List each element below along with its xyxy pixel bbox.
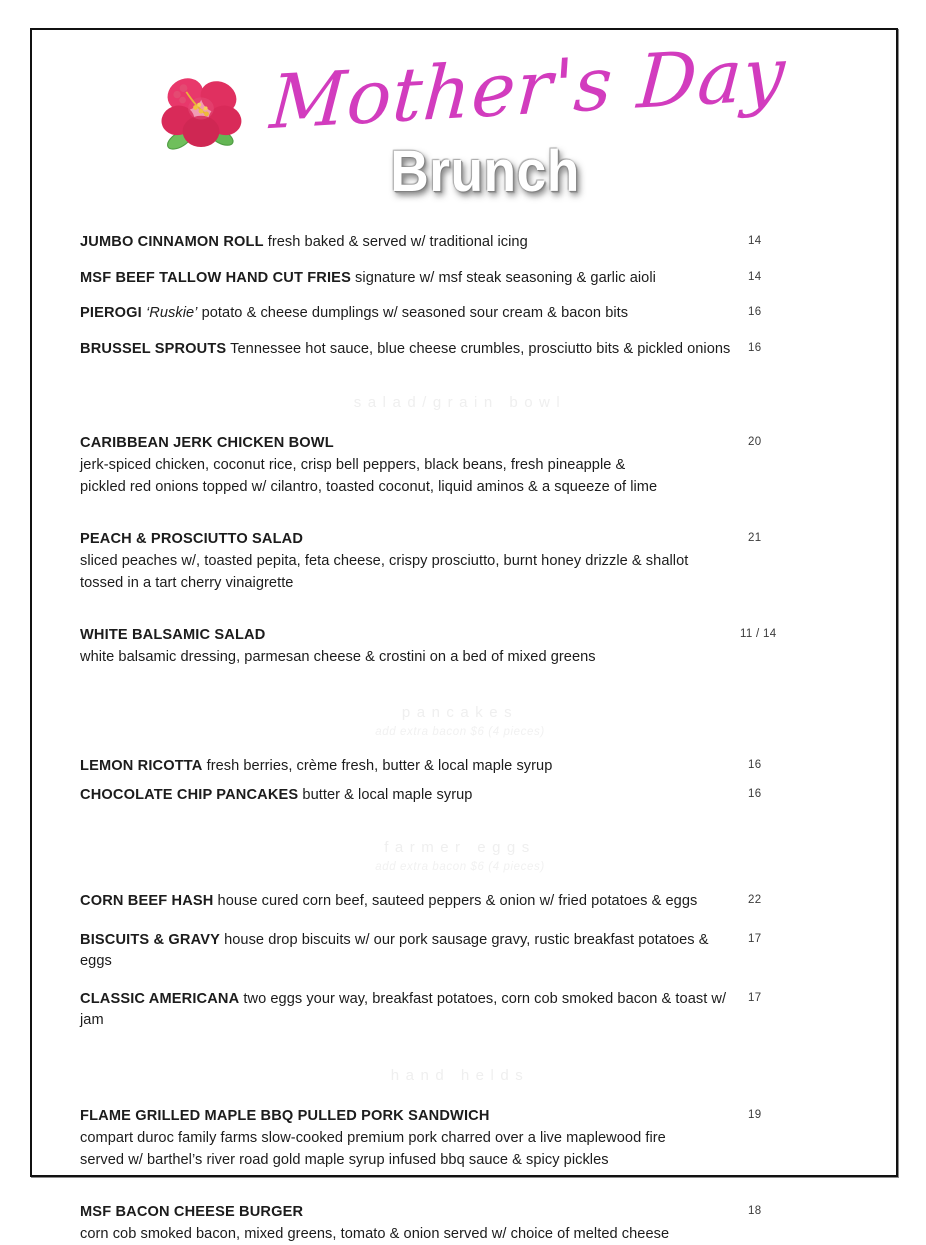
menu-section-hand-helds xyxy=(80,1106,840,1245)
menu-item-name: CARIBBEAN JERK CHICKEN BOWL xyxy=(80,434,334,451)
section-spacer xyxy=(80,1031,840,1067)
menu-item-title-line xyxy=(80,930,740,971)
section-spacer xyxy=(80,1084,840,1106)
menu-item-description: fresh baked & served w/ traditional icing xyxy=(263,234,528,250)
menu-item-price: 16 xyxy=(748,342,762,355)
menu-item-description: house cured corn beef, sauteed peppers & onion w/ fried potatoes & eggs xyxy=(213,893,698,910)
menu-item-title-line xyxy=(80,989,740,1030)
menu-item xyxy=(80,756,840,777)
script-title: Mother's Day xyxy=(267,30,789,147)
menu-item-title-line xyxy=(80,529,740,550)
section-spacer xyxy=(80,805,840,839)
menu-item-price: 16 xyxy=(748,306,762,319)
menu-item xyxy=(80,625,840,668)
menu-item-title-line xyxy=(80,891,740,912)
section-spacer xyxy=(80,738,840,756)
menu-item-description: two eggs your way, breakfast potatoes, corn cob smoked bacon & toast w/ jam xyxy=(80,991,727,1029)
menu-item-name: FLAME GRILLED MAPLE BBQ PULLED PORK SANDWICH xyxy=(80,1107,490,1124)
menu-item-title-line xyxy=(80,268,740,289)
menu-item-price: 22 xyxy=(748,894,762,907)
menu-item-description: signature w/ msf steak seasoning & garlic aioli xyxy=(350,269,656,286)
menu-item-price: 17 xyxy=(748,992,762,1005)
menu-item-name: JUMBO CINNAMON ROLL xyxy=(80,234,264,250)
menu-item-name: PEACH & PROSCIUTTO SALAD xyxy=(80,530,304,547)
section-subtitle-pancakes: add extra bacon $6 (4 pieces) xyxy=(375,725,545,738)
menu-section-pancakes xyxy=(80,756,840,805)
menu-item xyxy=(80,891,840,912)
section-spacer xyxy=(80,411,840,433)
section-spacer xyxy=(80,873,840,891)
menu-item xyxy=(80,1202,840,1245)
menu-item-price: 21 xyxy=(748,531,762,544)
menu-section-farmer-eggs xyxy=(80,891,840,1031)
menu-item-price: 17 xyxy=(748,933,762,946)
menu-item-title-line xyxy=(80,303,740,324)
menu-item-title-line xyxy=(80,1106,740,1127)
menu-item-name: BISCUITS & GRAVY xyxy=(80,932,220,949)
menu-item-name: BRUSSEL SPROUTS xyxy=(80,341,227,358)
brunch-title: Brunch xyxy=(390,139,580,204)
menu-item-price: 20 xyxy=(748,435,762,448)
menu-item-name: MSF BACON CHEESE BURGER xyxy=(80,1203,304,1220)
menu-item xyxy=(80,785,840,806)
menu-item-name: CORN BEEF HASH xyxy=(80,893,214,910)
menu-item-name: CHOCOLATE CHIP PANCAKES xyxy=(80,786,299,803)
menu-item-description: jerk-spiced chicken, coconut rice, crisp bell peppers, black beans, fresh pineapple & xyxy=(80,456,626,473)
menu-item xyxy=(80,303,840,324)
menu-item-title-line xyxy=(80,625,740,646)
menu-item-description: corn cob smoked bacon, mixed greens, tomato & onion served w/ choice of melted cheese xyxy=(80,1225,670,1242)
menu-item-description: butter & local maple syrup xyxy=(298,786,473,803)
menu-item-price: 19 xyxy=(748,1108,762,1121)
section-heading-pancakes: pancakes xyxy=(401,703,519,721)
menu-item xyxy=(80,232,840,253)
section-subtitle-farmer-eggs: add extra bacon $6 (4 pieces) xyxy=(375,861,545,874)
menu-item xyxy=(80,529,840,594)
menu-item-description: white balsamic dressing, parmesan cheese & crostini on a bed of mixed greens xyxy=(80,648,596,665)
menu-item-name: LEMON RICOTTA xyxy=(80,757,203,774)
section-heading-farmer-eggs: farmer eggs xyxy=(384,839,536,857)
section-spacer xyxy=(80,668,840,704)
menu-item-description: tossed in a tart cherry vinaigrette xyxy=(80,574,294,591)
menu-item-price: 14 xyxy=(748,235,762,247)
menu-item-title-line xyxy=(80,1202,740,1223)
section-spacer xyxy=(80,360,840,394)
menu-item-price: 16 xyxy=(748,758,762,771)
menu-section-starters xyxy=(80,232,840,360)
menu-item xyxy=(80,433,840,498)
menu-header xyxy=(30,30,898,220)
menu-item-description: fresh berries, crème fresh, butter & local maple syrup xyxy=(202,757,553,774)
menu-item-price: 18 xyxy=(748,1204,762,1217)
menu-item-name: MSF BEEF TALLOW HAND CUT FRIES xyxy=(80,269,351,286)
menu-item-name-qualifier: ‘Ruskie’ xyxy=(145,305,198,322)
menu-item-description: compart duroc family farms slow-cooked premium pork charred over a live maplewood fire xyxy=(80,1129,666,1146)
menu-item-title-line xyxy=(80,232,740,253)
menu-item-title-line xyxy=(80,339,740,360)
menu-item xyxy=(80,339,840,360)
menu-sections xyxy=(80,232,840,1245)
menu-item-price: 14 xyxy=(748,270,762,283)
menu-item xyxy=(80,989,840,1030)
menu-item-description: house drop biscuits w/ our pork sausage gravy, rustic breakfast potatoes & eggs xyxy=(80,932,709,969)
menu-item-description: Tennessee hot sauce, blue cheese crumbles, prosciutto bits & pickled onions xyxy=(226,341,731,358)
menu-item-name: CLASSIC AMERICANA xyxy=(80,991,240,1008)
menu-item-description: served w/ barthel’s river road gold maple syrup infused bbq sauce & spicy pickles xyxy=(80,1151,609,1168)
menu-item-price: 11 / 14 xyxy=(740,628,777,640)
menu-item-description: potato & cheese dumplings w/ seasoned sour cream & bacon bits xyxy=(197,305,629,322)
menu-item-price: 16 xyxy=(748,787,762,800)
menu-item-name: WHITE BALSAMIC SALAD xyxy=(80,627,266,643)
hibiscus-flower-icon xyxy=(155,67,247,159)
menu-item xyxy=(80,1106,840,1171)
menu-item xyxy=(80,930,840,971)
section-heading-hand-helds: hand helds xyxy=(390,1066,530,1084)
menu-item-title-line xyxy=(80,433,740,454)
menu-item-title-line xyxy=(80,756,740,777)
menu-item xyxy=(80,268,840,289)
menu-item-name: PIEROGI xyxy=(80,305,142,322)
menu-item-description: pickled red onions topped w/ cilantro, toasted coconut, liquid aminos & a squeeze of lime xyxy=(80,478,658,495)
section-heading-salad-grain-bowl: salad/grain bowl xyxy=(353,393,567,411)
menu-section-salad-grain-bowl xyxy=(80,433,840,668)
menu-item-description: sliced peaches w/, toasted pepita, feta cheese, crispy prosciutto, burnt honey drizzle & shallot xyxy=(80,552,689,569)
menu-item-title-line xyxy=(80,785,740,806)
